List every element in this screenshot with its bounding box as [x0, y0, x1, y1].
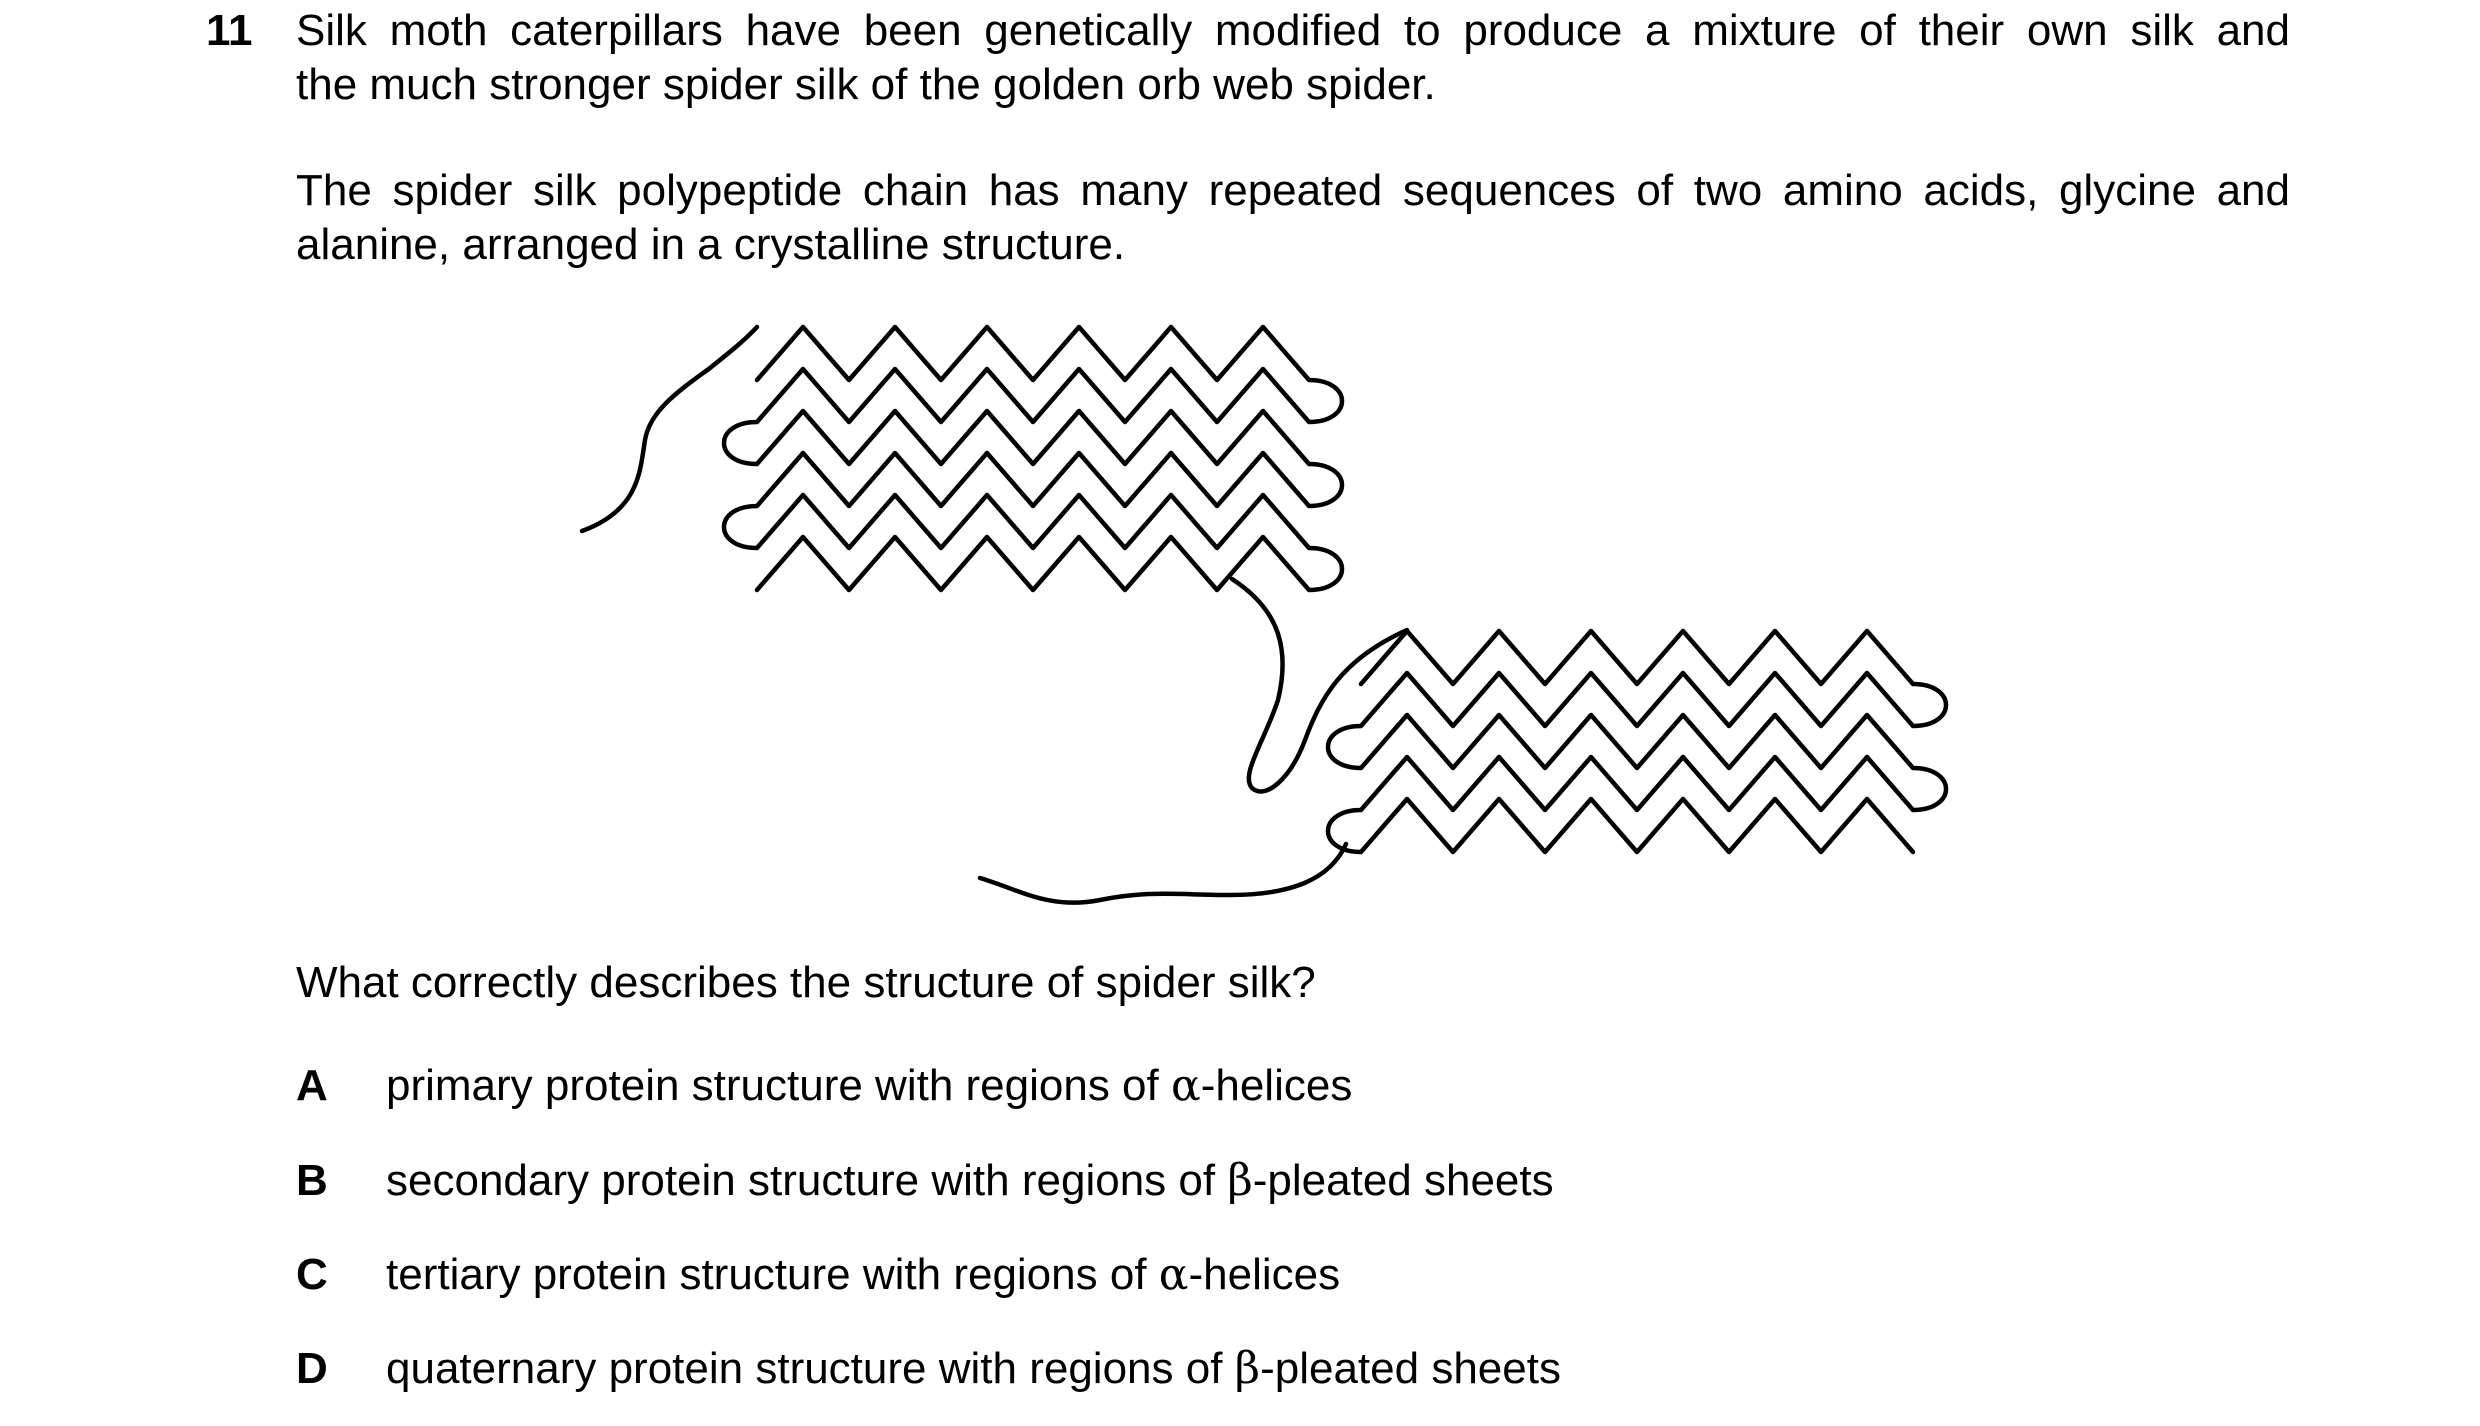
- option-a-letter: A: [296, 1061, 328, 1110]
- option-b-letter: B: [296, 1156, 328, 1205]
- question-prompt-text: What correctly describes the structure of spider silk?: [296, 958, 1316, 1007]
- lower-chain-tail: [980, 844, 1346, 903]
- lower-beta-sheet: [1328, 631, 1946, 852]
- option-a-text-start: primary protein structure with regions of: [386, 1061, 1171, 1110]
- option-b-greek: β: [1227, 1155, 1253, 1206]
- structure-line-2: alanine, arranged in a crystalline structure.: [296, 220, 1126, 269]
- intro-line-1: Silk moth caterpillars have been genetically modified to produce a mixture of their own silk and: [296, 6, 2290, 55]
- question-number: 11: [206, 6, 253, 55]
- question-prompt: [296, 956, 2290, 1010]
- option-d-text-end: -pleated sheets: [1260, 1344, 1561, 1393]
- option-d-greek: β: [1234, 1343, 1261, 1394]
- intro-line-2: the much stronger spider silk of the golden orb web spider.: [296, 60, 1436, 109]
- option-a-text: [386, 1059, 1352, 1113]
- option-b-text-end: -pleated sheets: [1252, 1156, 1554, 1205]
- option-a-text-end: -helices: [1200, 1061, 1353, 1110]
- option-d-letter: D: [296, 1344, 328, 1393]
- option-b-text-start: secondary protein structure with regions of: [386, 1156, 1228, 1205]
- structure-line-1: The spider silk polypeptide chain has many repeated sequences of two amino acids, glycine and: [296, 166, 2290, 215]
- option-c-text: [386, 1248, 1340, 1302]
- option-c-greek: α: [1158, 1249, 1189, 1300]
- upper-beta-sheet: [724, 327, 1342, 590]
- option-d-text: [386, 1342, 1561, 1396]
- option-c-text-start: tertiary protein structure with regions of: [386, 1250, 1159, 1299]
- option-b-text: [386, 1154, 1554, 1208]
- option-c-letter: C: [296, 1250, 328, 1299]
- option-c-text-end: -helices: [1188, 1250, 1341, 1299]
- option-a-greek: α: [1170, 1060, 1201, 1111]
- option-d-text-start: quaternary protein structure with regions of: [386, 1344, 1235, 1393]
- linker-chain: [1232, 579, 1407, 791]
